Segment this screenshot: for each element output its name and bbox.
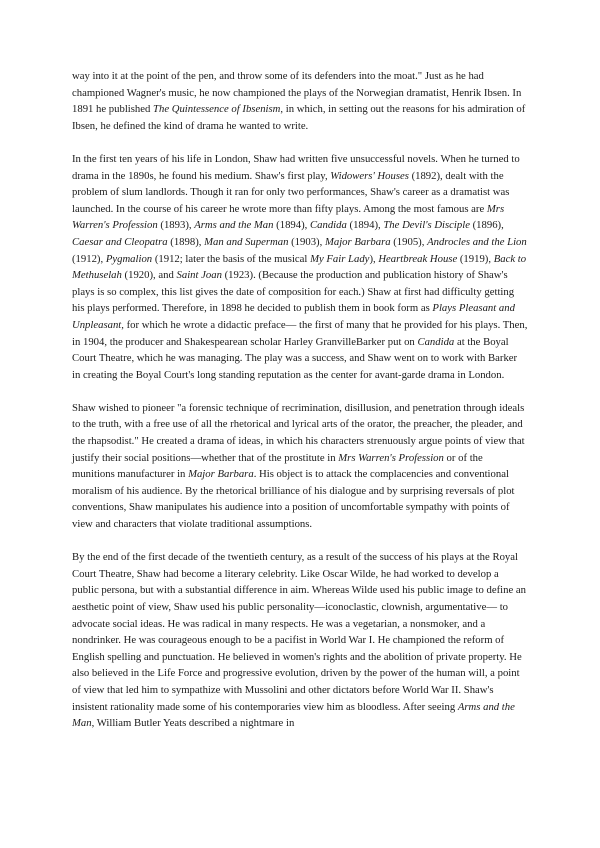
italic-title: My Fair Lady: [310, 252, 370, 265]
italic-title: The Devil's Disciple: [383, 219, 470, 232]
italic-title: Saint Joan: [176, 269, 222, 282]
text-run: , for which he wrote a didactic preface— the first of many that he provided for his plays. Then, in 1904, the producer and Shakespearean scholar Harley GranvilleBarker put on: [72, 318, 528, 348]
text-run: (1894),: [346, 219, 384, 232]
text-run: (1905),: [390, 235, 428, 248]
text-run: . His object is to attack the complacencies and conventional moralism of his audience. By the rhetorical brilliance of his dialogue and by surprising reversals of plot conventions, Shaw manipulates his audience into a position of uncomfortable sympathy with points of view and characters that violate traditional assumptions.: [72, 468, 515, 531]
text-run: In the first ten years of his life in London, Shaw had written five unsuccessful novels. When he turned to drama in the 1890s, he found his medium. Shaw's first play,: [72, 152, 520, 182]
italic-title: Androcles and the Lion: [427, 235, 527, 248]
italic-title: Major Barbara: [188, 468, 254, 481]
paragraph-drama-of-ideas: [72, 400, 528, 533]
text-run: , in which, in setting out the reasons for his admiration of Ibsen, he defined the kind of drama he wanted to write.: [72, 103, 526, 132]
italic-title: Pygmalion: [105, 252, 153, 265]
text-run: way into it at the point of the pen, and throw some of its defenders into the moat." Just as he had championed Wagner's music, he now championed the plays of the Norwegian dramatist, Henrik Ibsen. In 1891 he published: [72, 70, 522, 116]
paragraph-ibsen: [72, 68, 528, 134]
italic-title: Major Barbara: [324, 235, 391, 248]
text-run: at the Boyal Court Theatre, which he was managing. The play was a success, and Shaw went on to work with Barker in creating the Boyal Court's long standing reputation as the center for avant-garde drama in London.: [72, 335, 518, 381]
text-run: (1923). (Because the production and publication history of Shaw's plays is so complex, this list gives the date of composition for each.) Shaw at first had difficulty getting his plays performed. Therefore, in 1898 he decided to publish them in book form as: [72, 269, 515, 315]
text-run: (1894),: [273, 219, 311, 232]
text-run: Shaw wished to pioneer "a forensic technique of recrimination, disillusion, and penetration through ideals to the truth, with a free use of all the rhetorical and lyrical arts of the orator, the preacher, the pleader, and the rhapsodist." He created a drama of ideas, in which his characters strenuously argue points of view that justify their social positions—whether that of the prostitute in: [72, 401, 525, 464]
text-run: , William Butler Yeats described a nightmare in: [91, 717, 295, 730]
document-page: [72, 68, 528, 732]
text-run: (1896),: [469, 219, 504, 232]
italic-title: The Quintessence of Ibsenism: [153, 103, 281, 116]
text-run: ),: [369, 252, 379, 265]
text-run: or of the munitions manufacturer in: [72, 451, 483, 481]
italic-title: Caesar and Cleopatra: [72, 235, 168, 248]
italic-title: Back to Methuselah: [72, 252, 527, 282]
italic-title: Arms and the Man: [194, 219, 274, 232]
italic-title: Arms and the Man: [72, 700, 515, 730]
italic-title: Widowers' Houses: [330, 169, 409, 182]
italic-title: Heartbreak House: [378, 252, 458, 265]
paragraph-early-plays: [72, 151, 528, 383]
italic-title: Candida: [417, 335, 455, 348]
italic-title: Man and Superman: [204, 235, 289, 248]
text-run: (1903),: [288, 235, 325, 248]
text-run: (1920), and: [121, 269, 177, 282]
text-run: (1892), dealt with the problem of slum landlords. Though it ran for only two performances, Shaw's career as a dramatist was launched. In the course of his career he wrote more than fifty plays. Among the most famous are: [72, 169, 510, 215]
text-run: (1893),: [157, 219, 195, 232]
italic-title: Plays Pleasant and Unpleasant: [72, 302, 515, 331]
italic-title: Mrs Warren's Profession: [72, 202, 505, 232]
text-run: By the end of the first decade of the twentieth century, as a result of the success of his plays at the Royal Court Theatre, Shaw had become a literary celebrity. Like Oscar Wilde, he had worked to develop a public persona, but with a substantial difference in aim. Whereas Wilde used his public image to define an aesthetic point of view, Shaw used his public personality—iconoclastic, clownish, argumentative— to advocate social ideas. He was radical in many respects. He was a vegetarian, a nonsmoker, and a nondrinker. He was courageous enough to be a pacifist in World War I. He championed the reform of English spelling and punctuation. He believed in women's rights and the abolition of private property. He also believed in the Life Force and progressive evolution, driven by the power of the human will, a point of view that led him to sympathize with Mussolini and other dictators before World War II. Shaw's insistent rationality made some of his contemporaries view him as bloodless. After seeing: [72, 551, 526, 713]
paragraph-public-persona: [72, 549, 528, 732]
text-run: (1919),: [457, 252, 494, 265]
italic-title: Mrs Warren's Profession: [338, 451, 444, 464]
text-run: (1912; later the basis of the musical: [152, 252, 311, 265]
italic-title: Candida: [310, 219, 347, 232]
text-run: (1898),: [167, 235, 205, 248]
text-run: (1912),: [72, 252, 106, 265]
